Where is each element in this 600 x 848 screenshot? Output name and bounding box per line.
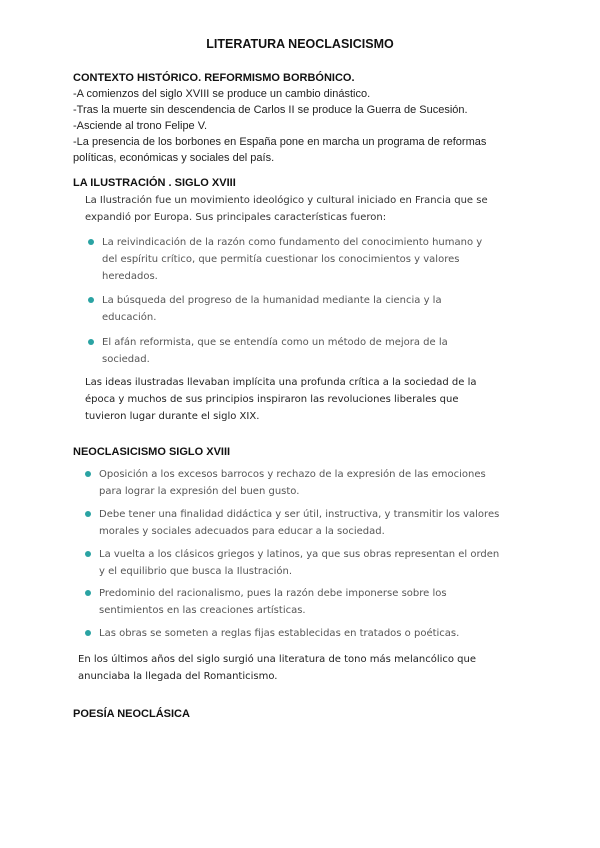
section-heading-ilustracion: LA ILUSTRACIÓN . SIGLO XVIII bbox=[73, 177, 236, 189]
context-line: -Tras la muerte sin descendencia de Carlos II se produce la Guerra de Sucesión. bbox=[73, 104, 468, 116]
list-item-text: Predominio del racionalismo, pues la razón debe imponerse sobre los sentimientos en las creaciones artísticas. bbox=[99, 588, 447, 616]
list-item bbox=[85, 466, 504, 500]
context-paragraph bbox=[73, 86, 533, 166]
list-item-text: La vuelta a los clásicos griegos y latinos, ya que sus obras representan el orden y el equilibrio que busca la Ilustración. bbox=[99, 549, 500, 577]
context-line: -La presencia de los borbones en España pone en marcha un programa de reformas bbox=[73, 136, 487, 148]
bullet-dot-icon bbox=[85, 590, 91, 596]
ilustracion-closing: Las ideas ilustradas llevaban implícita una profunda crítica a la sociedad de la época y muchos de sus principios inspiraron las revoluciones liberales que tuvieron lugar durante el siglo XIX. bbox=[85, 377, 477, 422]
page-title: LITERATURA NEOCLASICISMO bbox=[206, 37, 394, 51]
ilustracion-intro: La Ilustración fue un movimiento ideológico y cultural iniciado en Francia que se expandió por Europa. Sus principales características fueron: bbox=[85, 195, 488, 223]
bullet-dot-icon bbox=[88, 239, 94, 245]
bullet-dot-icon bbox=[88, 297, 94, 303]
list-item-text: Las obras se someten a reglas fijas establecidas en tratados o poéticas. bbox=[99, 628, 460, 639]
list-item bbox=[88, 292, 497, 326]
context-line: -Asciende al trono Felipe V. bbox=[73, 120, 208, 132]
list-item-text: La reivindicación de la razón como fundamento del conocimiento humano y del espíritu crítico, que permitía cuestionar los conocimientos y valores heredados. bbox=[102, 237, 483, 282]
list-item-text: El afán reformista, que se entendía como un método de mejora de la sociedad. bbox=[102, 337, 448, 365]
list-item bbox=[85, 546, 504, 580]
section-heading-poesia: POESÍA NEOCLÁSICA bbox=[73, 708, 190, 720]
list-item-text: Debe tener una finalidad didáctica y ser útil, instructiva, y transmitir los valores morales y sociales adecuados para educar a la sociedad. bbox=[99, 509, 500, 537]
list-item-text: Oposición a los excesos barrocos y rechazo de la expresión de las emociones para lograr la expresión del buen gusto. bbox=[99, 469, 486, 497]
context-line: políticas, económicas y sociales del país. bbox=[73, 152, 275, 164]
bullet-dot-icon bbox=[88, 339, 94, 345]
neoclasicismo-closing: En los últimos años del siglo surgió una literatura de tono más melancólico que anunciaba la llegada del Romanticismo. bbox=[78, 654, 477, 682]
list-item bbox=[85, 625, 504, 642]
bullet-dot-icon bbox=[85, 630, 91, 636]
context-line: -A comienzos del siglo XVIII se produce un cambio dinástico. bbox=[73, 88, 371, 100]
bullet-dot-icon bbox=[85, 471, 91, 477]
list-item bbox=[85, 585, 504, 619]
bullet-dot-icon bbox=[85, 551, 91, 557]
section-heading-neoclasicismo: NEOCLASICISMO SIGLO XVIII bbox=[73, 446, 231, 458]
bullet-dot-icon bbox=[85, 511, 91, 517]
section-heading-context: CONTEXTO HISTÓRICO. REFORMISMO BORBÓNICO. bbox=[73, 72, 355, 84]
list-item bbox=[85, 506, 504, 540]
list-item bbox=[88, 334, 497, 368]
list-item bbox=[88, 234, 497, 285]
list-item-text: La búsqueda del progreso de la humanidad mediante la ciencia y la educación. bbox=[102, 295, 442, 323]
